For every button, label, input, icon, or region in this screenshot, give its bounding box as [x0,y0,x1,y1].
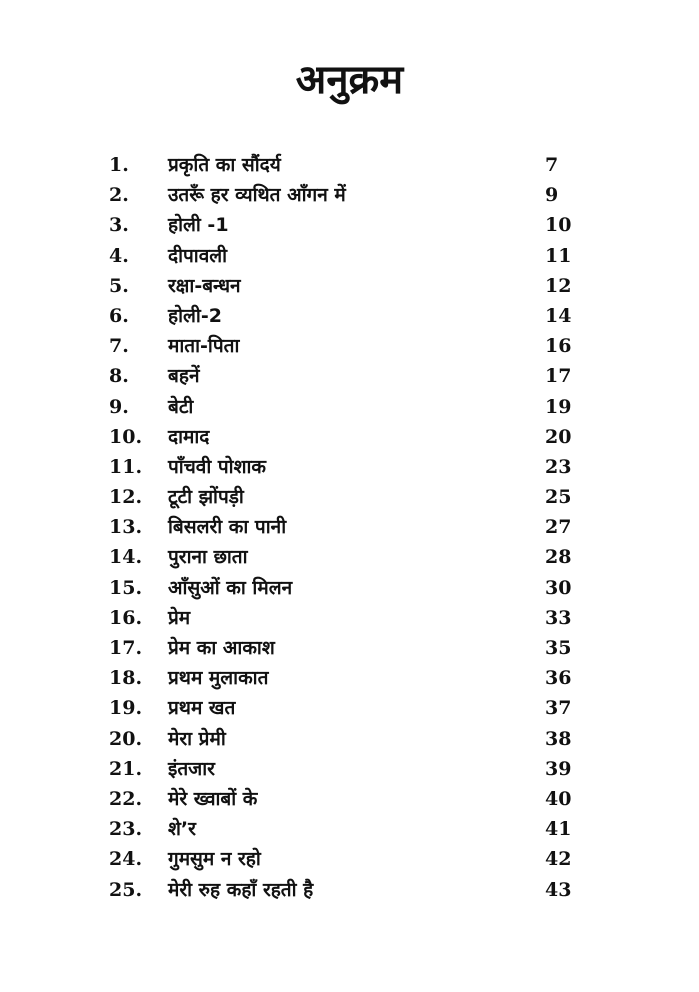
toc-entry-title: गुमसुम न रहो [168,848,261,871]
toc-entry-title: रक्षा-बन्धन [168,274,241,297]
toc-entry-number: 18. [109,667,143,690]
toc-entry [0,150,699,180]
toc-entry-page: 33 [545,606,572,629]
toc-entry-number: 2. [109,184,129,207]
toc-entry [0,210,699,240]
toc-entry-number: 22. [109,787,143,810]
toc-entry-number: 6. [109,304,129,327]
toc-entry-title: शे’र [168,818,196,841]
toc-entry-page: 28 [545,546,572,569]
toc-entry-page: 43 [545,878,572,901]
toc-entry-number: 23. [109,818,143,841]
toc-entry-number: 10. [109,425,143,448]
toc-entry [0,754,699,784]
toc-entry [0,180,699,210]
toc-entry-number: 11. [109,455,143,478]
toc-entry-title: प्रेम का आकाश [168,637,275,659]
toc-entry-page: 39 [545,757,572,780]
toc-entry-title: पुराना छाता [168,546,248,569]
toc-entry-number: 9. [109,395,129,418]
toc-entry-number: 16. [109,606,143,629]
toc-entry-title: पाँचवी पोशाक [168,455,267,478]
toc-entry-number: 15. [109,576,143,599]
toc-entry-number: 7. [109,335,129,358]
toc-entry-number: 19. [109,697,143,720]
toc-entry-number: 17. [109,637,143,659]
toc-entry-page: 37 [545,697,572,720]
toc-entry-page: 12 [545,274,572,297]
toc-entry-page: 7 [545,154,559,176]
toc-entry [0,301,699,331]
toc-entry-page: 42 [545,848,572,871]
toc-entry-number: 20. [109,727,143,750]
toc-entry-title: बिसलरी का पानी [168,516,287,539]
toc-entry [0,875,699,905]
toc-entry [0,422,699,452]
toc-entry [0,724,699,754]
toc-entry-title: उतरूँ हर व्यथित आँगन में [168,184,346,207]
toc-entry-title: दामाद [168,425,210,448]
toc-entry-title: होली -1 [168,214,229,237]
toc-entry [0,844,699,874]
toc-entry-number: 25. [109,878,143,901]
toc-entry-title: दीपावली [168,244,228,267]
toc-entry-title: आँसुओं का मिलन [168,576,293,599]
toc-entry-page: 36 [545,667,572,690]
toc-entry-title: मेरी रुह कहाँ रहती है [168,878,314,901]
toc-entry-number: 8. [109,365,129,388]
toc-entry [0,482,699,512]
toc-entry-title: प्रथम खत [168,697,236,720]
toc-entry-title: होली-2 [168,304,222,327]
toc-entry-number: 3. [109,214,129,237]
toc-entry-number: 12. [109,486,143,509]
toc-entry-page: 23 [545,455,572,478]
toc-entry [0,603,699,633]
toc-entry-page: 16 [545,335,572,358]
toc-entry [0,784,699,814]
toc-entry-title: प्रथम मुलाकात [168,667,269,690]
toc-entry [0,542,699,572]
toc-entry-title: माता-पिता [168,335,240,358]
toc-entry [0,512,699,542]
toc-entry [0,814,699,844]
toc-entry-page: 30 [545,576,572,599]
toc-entry [0,452,699,482]
toc-entry [0,693,699,723]
table-of-contents [0,150,699,905]
toc-entry-title: प्रेम [168,606,191,629]
toc-entry-title: इंतजार [168,757,215,780]
toc-entry-title: मेरा प्रेमी [168,727,226,750]
toc-entry [0,331,699,361]
toc-entry [0,573,699,603]
toc-entry-number: 5. [109,274,129,297]
toc-entry-number: 24. [109,848,143,871]
toc-entry-page: 20 [545,425,572,448]
toc-entry [0,241,699,271]
toc-entry-number: 14. [109,546,143,569]
toc-entry-title: बहनें [168,365,200,388]
toc-entry-page: 40 [545,787,572,810]
toc-entry [0,271,699,301]
toc-entry-number: 4. [109,244,129,267]
toc-entry-page: 10 [545,214,572,237]
toc-entry [0,633,699,663]
toc-entry-page: 19 [545,395,572,418]
toc-entry-page: 14 [545,304,572,327]
toc-entry [0,663,699,693]
toc-entry-page: 25 [545,486,572,509]
toc-entry-page: 27 [545,516,572,539]
toc-entry [0,361,699,391]
toc-entry-number: 21. [109,757,143,780]
toc-entry [0,392,699,422]
toc-entry-page: 38 [545,727,572,750]
toc-entry-title: टूटी झोंपड़ी [168,486,244,509]
toc-entry-page: 41 [545,818,572,841]
toc-entry-page: 35 [545,637,572,659]
toc-entry-title: बेटी [168,395,194,418]
toc-entry-page: 17 [545,365,572,388]
toc-entry-title: मेरे ख्वाबों के [168,787,258,810]
toc-entry-number: 1. [109,154,129,176]
toc-entry-number: 13. [109,516,143,539]
toc-entry-title: प्रकृति का सौंदर्य [168,154,281,176]
toc-entry-page: 11 [545,244,572,267]
page-title: अनुक्रम [295,57,404,103]
toc-entry-page: 9 [545,184,559,207]
